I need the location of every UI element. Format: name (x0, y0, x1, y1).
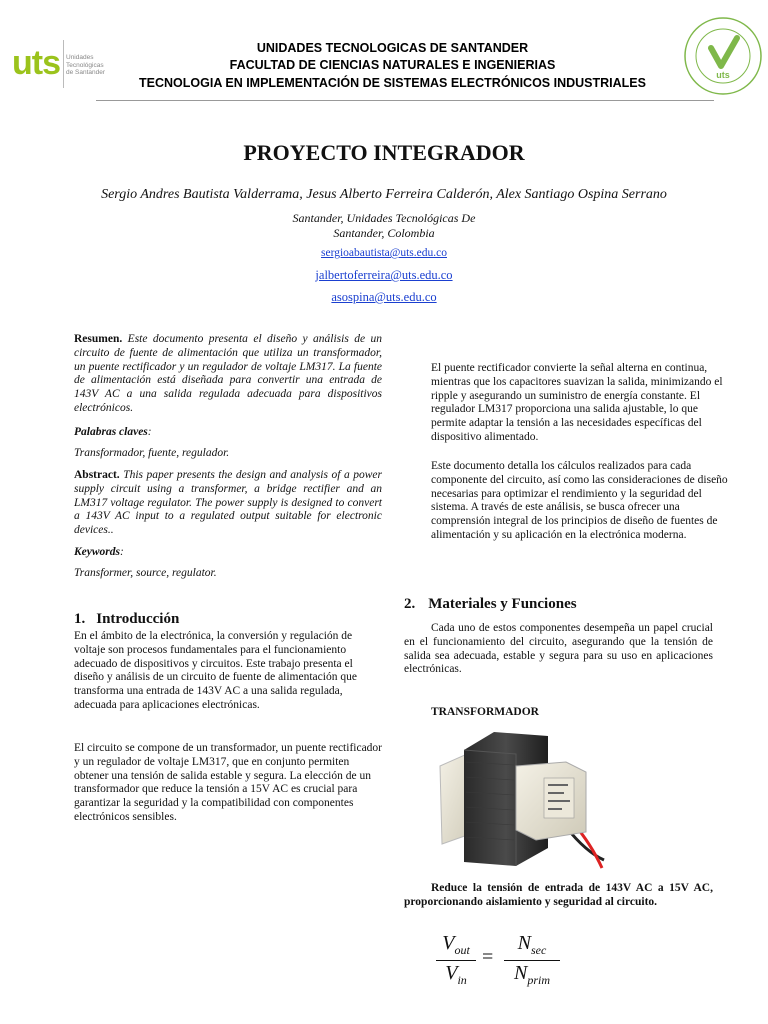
formula-lhs-bar (436, 960, 476, 961)
keywords-es-heading: Palabras claves: (74, 426, 152, 438)
formula-equals: = (482, 946, 494, 968)
resumen-text: Este documento presenta el diseño y análisis de un circuito de fuente de alimentación que utiliza un transformador, un puente rectificador y un regulador de voltaje LM317. La fuente de alimentación está diseñada para convertir una entrada de 143V AC a una salida regulada adecuada para dispositivos electrónicos. (74, 333, 382, 414)
section-1-heading: 1. Introducción (74, 611, 180, 627)
abstract-label: Abstract. (74, 469, 120, 481)
transformer-image (436, 732, 606, 870)
header-faculty: FACULTAD DE CIENCIAS NATURALES E INGENIERIAS (229, 58, 556, 72)
header-divider (96, 100, 714, 101)
accreditation-seal (683, 16, 763, 96)
transformer-heading: TRANSFORMADOR (431, 706, 539, 718)
formula-rhs-denominator: $N_{prim}$ (513, 962, 550, 987)
intro-paragraph-2: El circuito se compone de un transformador, un puente rectificador y un regulador de voltaje LM317, que en conjunto permiten obtener una tensión de salida estable y segura. La elección de un transformador que reduce la tensión a 15V AC es crucial para garantizar la seguridad y la compatibilidad con componentes electrónicos sensibles. (74, 742, 383, 823)
keywords-es: Transformador, fuente, regulador. (74, 447, 230, 459)
authors: Sergio Andres Bautista Valderrama, Jesus Alberto Ferreira Calderón, Alex Santiago Ospina Serrano (101, 187, 667, 202)
section-2-paragraph: Cada uno de estos componentes desempeña un papel crucial en el funcionamiento del circuito, asegurando que la tensión de salida sea adecuada, estable y segura para su uso en aplicaciones electrónicas. (404, 622, 713, 676)
abstract-en (74, 469, 382, 538)
formula-lhs-numerator: $V_{out}$ (442, 932, 470, 957)
transformer-ratio-formula (436, 932, 566, 990)
transformer-icon (436, 732, 606, 870)
accreditation-seal-icon (683, 16, 763, 96)
header-institution: UNIDADES TECNOLOGICAS DE SANTANDER (256, 41, 529, 55)
keywords-en: Transformer, source, regulator. (74, 567, 217, 579)
email-link-2[interactable]: jalbertoferreira@uts.edu.co (315, 268, 453, 282)
uts-logo-divider (63, 40, 64, 88)
svg-text:uts: uts (716, 70, 730, 80)
resumen-label: Resumen. (74, 333, 123, 345)
page-title: PROYECTO INTEGRADOR (243, 140, 525, 165)
right-paragraph-2: Este documento detalla los cálculos realizados para cada componente del circuito, así como las consideraciones de diseño necesarias para optimizar el rendimiento y la seguridad del sistema. A través de este análisis, se busca ofrecer una comprensión integral de los principios de diseño de fuentes de alimentación y su aplicación en la electrónica moderna. (431, 460, 728, 541)
email-link-3[interactable]: asospina@uts.edu.co (331, 290, 437, 304)
uts-logo-subtext: Unidades Tecnológicas de Santander (66, 54, 106, 76)
keywords-en-heading: Keywords: (74, 546, 124, 558)
formula-rhs-bar (504, 960, 560, 961)
abstract-es (74, 333, 382, 416)
uts-logo-text: uts (12, 44, 60, 82)
intro-paragraph-1: En el ámbito de la electrónica, la conversión y regulación de voltaje son procesos fundamentales para el funcionamiento adecuado de dispositivos y circuitos. Este trabajo presenta el diseño y análisis de un circuito de fuente de alimentación que transforma una entrada de 143V AC a una salida regulada, adecuada para aplicaciones electrónicas. (74, 630, 357, 711)
formula-lhs-denominator: $V_{in}$ (445, 962, 467, 987)
email-link-1[interactable]: sergioabautista@uts.edu.co (321, 247, 447, 259)
abstract-text: This paper presents the design and analysis of a power supply circuit using a transformer, a bridge rectifier and an LM317 voltage regulator. The power supply is designed to convert a 143V AC input to a regulated output suitable for electronic devices.. (74, 469, 382, 537)
uts-logo (10, 36, 110, 96)
transformer-caption: Reduce la tensión de entrada de 143V AC a 15V AC, proporcionando aislamiento y seguridad al circuito. (404, 882, 713, 908)
section-2-heading: 2. Materiales y Funciones (404, 596, 577, 612)
right-paragraph-1: El puente rectificador convierte la señal alterna en continua, mientras que los capacitores suavizan la salida, minimizando el ripple y asegurando un suministro de energía constante. El regulador LM317 proporciona una salida ajustable, lo que permite adaptar la tensión a las necesidades específicas del dispositivo alimentado. (431, 362, 723, 443)
formula-rhs-numerator: $N_{sec}$ (517, 932, 547, 957)
affiliation: Santander, Unidades Tecnológicas De Santander, Colombia (292, 211, 476, 240)
header-program: TECNOLOGIA EN IMPLEMENTACIÓN DE SISTEMAS ELECTRÓNICOS INDUSTRIALES (139, 76, 646, 90)
